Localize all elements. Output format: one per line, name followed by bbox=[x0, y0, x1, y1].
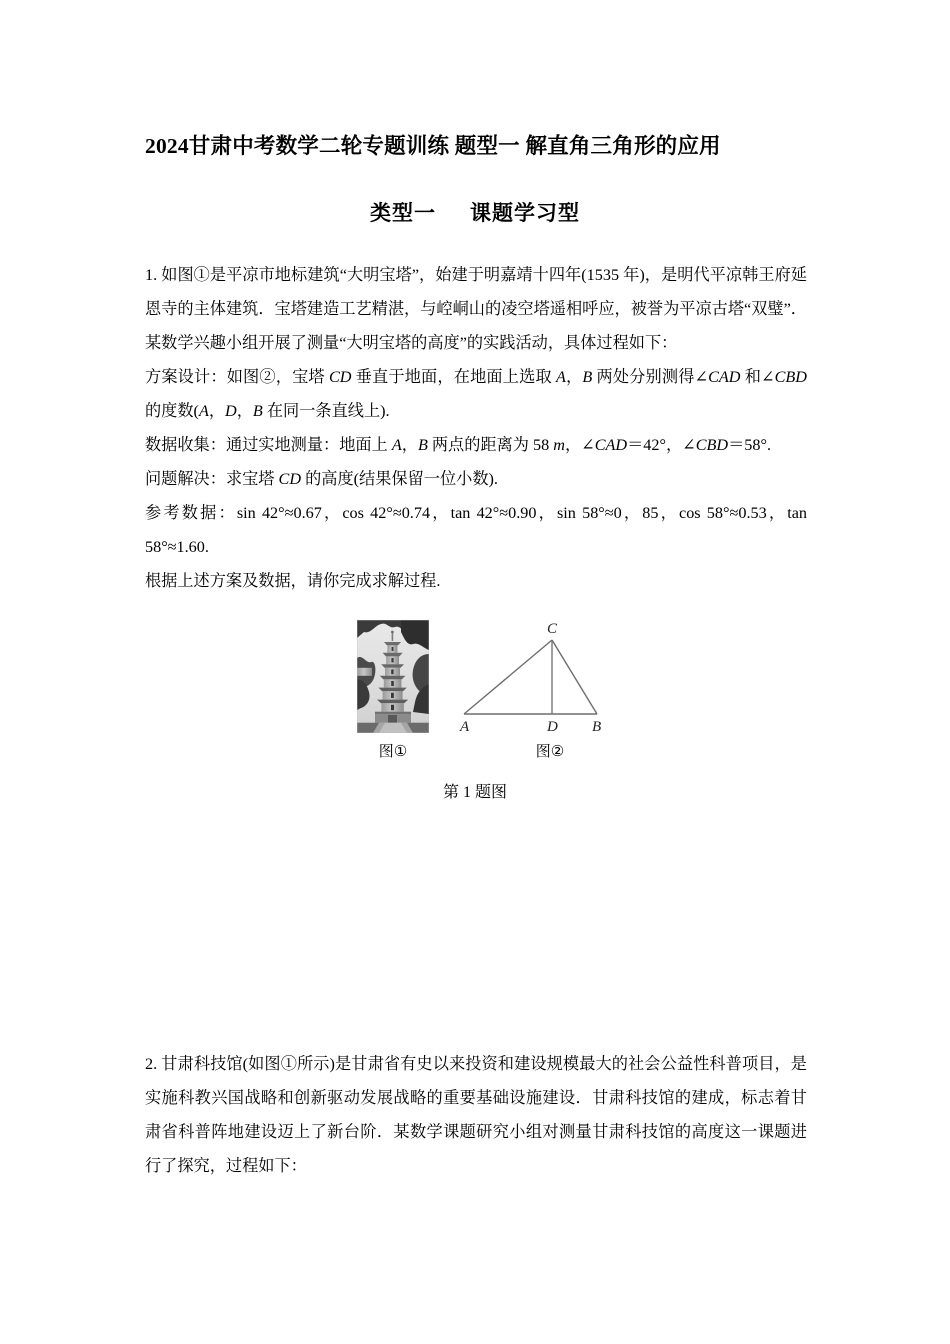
var-b-2: B bbox=[252, 402, 263, 420]
q1-reference-paragraph bbox=[145, 496, 807, 564]
page-title: 2024甘肃中考数学二轮专题训练 题型一 解直角三角形的应用 bbox=[145, 134, 721, 158]
plan-text-d: 和∠ bbox=[740, 368, 775, 386]
data-text-c: ，∠ bbox=[564, 436, 595, 454]
section-heading-type: 类型一 bbox=[370, 202, 436, 225]
figure-1-caption bbox=[337, 740, 449, 761]
figure-1-caption-prefix: 图 bbox=[378, 744, 394, 760]
figure-2-caption bbox=[480, 740, 620, 761]
q1-intro-paragraph: 1. 如图①是平凉市地标建筑“大明宝塔”，始建于明嘉靖十四年(1535 年)，是明代平凉韩王府延恩寺的主体建筑．宝塔建造工艺精湛，与崆峒山的凌空塔遥相呼应，被誉为平凉古塔“双璧”．某数学兴趣小组开展了测量“大明宝塔的高度”的实践活动，具体过程如下： bbox=[145, 266, 807, 352]
data-text-a: 通过实地测量：地面上 bbox=[225, 436, 392, 454]
var-cd: CD bbox=[328, 368, 352, 386]
data-text-e: ＝58°. bbox=[728, 436, 772, 454]
label-point-c: C bbox=[547, 621, 558, 637]
data-var-cbd: CBD bbox=[695, 436, 729, 454]
q1-solve-paragraph bbox=[145, 462, 807, 496]
solve-text-b: 的高度(结果保留一位小数). bbox=[301, 470, 498, 488]
figure-area bbox=[0, 612, 950, 812]
var-a: A bbox=[556, 368, 566, 386]
reference-label: 参考数据： bbox=[145, 504, 237, 522]
figure-2-diagram bbox=[452, 614, 612, 738]
triangle-diagram-svg bbox=[452, 614, 612, 738]
data-var-a: A bbox=[391, 436, 402, 454]
var-cad: CAD bbox=[708, 368, 741, 386]
plan-sep-1: ， bbox=[565, 368, 583, 386]
plan-text-a: 如图②，宝塔 bbox=[226, 368, 329, 386]
q1-data-paragraph bbox=[145, 428, 807, 462]
label-point-b: B bbox=[592, 719, 602, 735]
plan-text-f: 在同一条直线上). bbox=[262, 402, 390, 420]
question-2-body bbox=[145, 1047, 807, 1183]
plan-text-b: 垂直于地面，在地面上选取 bbox=[351, 368, 557, 386]
plan-text-e: 的度数( bbox=[145, 402, 199, 420]
solve-text-a: 求宝塔 bbox=[225, 470, 279, 488]
plan-sep-3: ， bbox=[236, 402, 253, 420]
var-b: B bbox=[582, 368, 593, 386]
var-cbd: CBD bbox=[774, 368, 807, 386]
q1-plan-paragraph bbox=[145, 360, 807, 428]
plan-text-c: 两处分别测得∠ bbox=[592, 368, 709, 386]
data-var-cad: CAD bbox=[594, 436, 628, 454]
question-1-body bbox=[145, 258, 807, 598]
q1-closing-paragraph: 根据上述方案及数据，请你完成求解过程. bbox=[145, 572, 441, 590]
var-d-2: D bbox=[225, 402, 237, 420]
data-label: 数据收集： bbox=[145, 436, 226, 454]
label-point-a: A bbox=[460, 719, 470, 735]
figure-1-caption-number: ① bbox=[393, 742, 408, 760]
plan-sep-2: ， bbox=[208, 402, 226, 420]
data-sep-1: ， bbox=[401, 436, 418, 454]
data-var-b: B bbox=[417, 436, 428, 454]
q2-paragraph: 2. 甘肃科技馆(如图①所示)是甘肃省有史以来投资和建设规模最大的社会公益性科普项目，是实施科教兴国战略和创新驱动发展战略的重要基础设施建设．甘肃科技馆的建成，标志着甘肃省科普阵地建设迈上了新台阶．某数学课题研究小组对测量甘肃科技馆的高度这一课题进行了探究，过程如下： bbox=[145, 1055, 807, 1175]
data-var-m: m bbox=[553, 436, 565, 454]
problem-1-figure-caption: 第 1 题图 bbox=[442, 784, 507, 801]
data-text-b: 两点的距离为 58 bbox=[427, 436, 554, 454]
section-heading bbox=[0, 197, 950, 227]
solve-var-cd: CD bbox=[278, 470, 302, 488]
label-point-d: D bbox=[547, 719, 558, 735]
figure-2-caption-prefix: 图 bbox=[535, 744, 551, 760]
reference-values: sin 42°≈0.67，cos 42°≈0.74，tan 42°≈0.90，sin 58°≈0，85，cos 58°≈0.53，tan 58°≈1.60. bbox=[145, 504, 808, 556]
data-text-d: ＝42°，∠ bbox=[627, 436, 696, 454]
section-heading-name: 课题学习型 bbox=[470, 202, 580, 225]
pagoda-photo bbox=[357, 620, 429, 733]
pagoda-photo-image bbox=[357, 620, 429, 733]
figure-1-photo-wrapper bbox=[357, 620, 429, 733]
figure-2-caption-number: ② bbox=[550, 742, 565, 760]
var-a-2: A bbox=[198, 402, 209, 420]
solve-label: 问题解决： bbox=[145, 470, 226, 488]
plan-label: 方案设计： bbox=[145, 368, 227, 386]
